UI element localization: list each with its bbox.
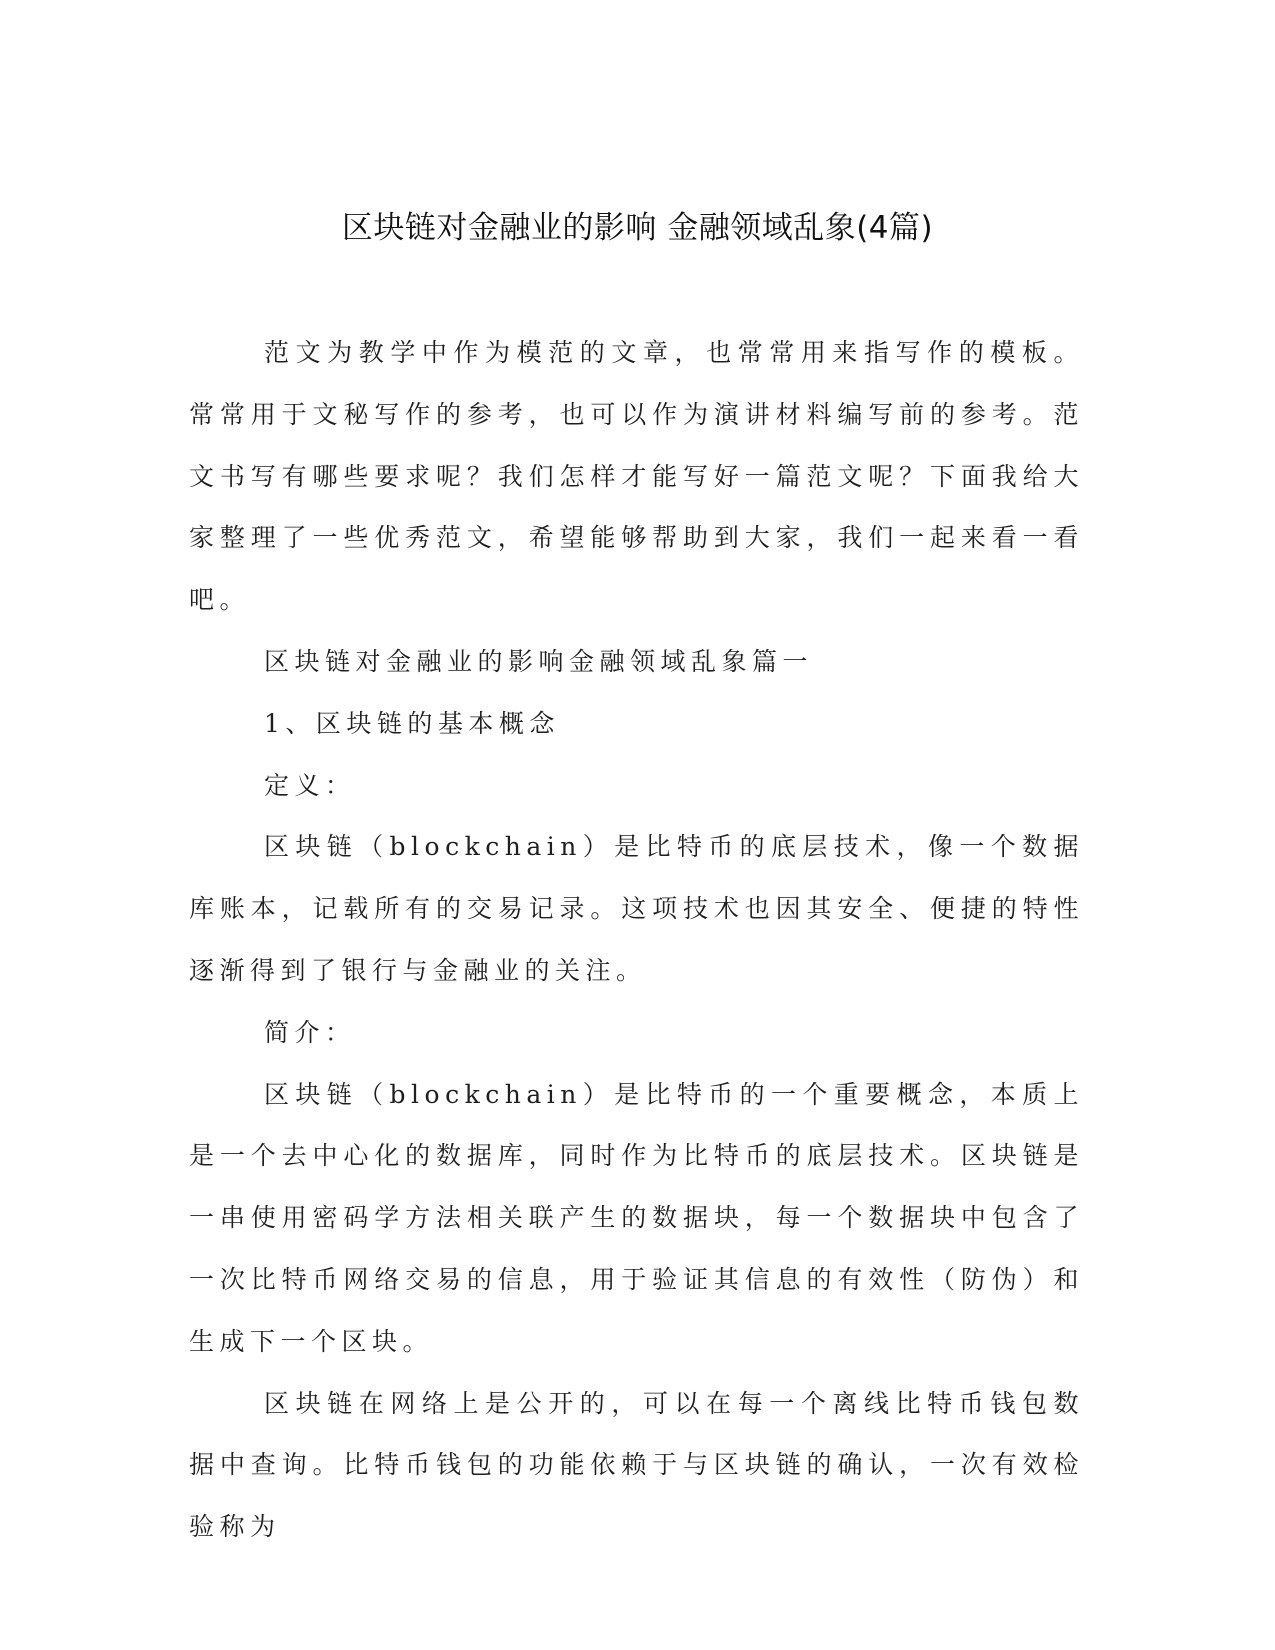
body-paragraph: 区块链在网络上是公开的，可以在每一个离线比特币钱包数据中查询。比特币钱包的功能依赖于与区块链的确认，一次有效检验称为 [189, 1388, 1084, 1542]
intro-paragraph: 范文为教学中作为模范的文章，也常常用来指写作的模板。常常用于文秘写作的参考，也可以作为演讲材料编写前的参考。范文书写有哪些要求呢？我们怎样才能写好一篇范文呢？下面我给大家整理了一些优秀范文，希望能够帮助到大家，我们一起来看一看吧。 [189, 338, 1084, 615]
definition-label: 定义： [264, 770, 356, 800]
section-heading: 区块链对金融业的影响金融领域乱象篇一 [264, 646, 814, 676]
definition-paragraph: 区块链（blockchain）是比特币的底层技术，像一个数据库账本，记载所有的交易记录。这项技术也因其安全、便捷的特性逐渐得到了银行与金融业的关注。 [189, 832, 1084, 985]
introduction-paragraph: 区块链（blockchain）是比特币的一个重要概念，本质上是一个去中心化的数据库，同时作为比特币的底层技术。区块链是一串使用密码学方法相关联产生的数据块，每一个数据块中包含了一次比特币网络交易的信息，用于验证其信息的有效性（防伪）和生成下一个区块。 [189, 1079, 1084, 1356]
intro-label: 简介： [264, 1017, 356, 1047]
document-title: 区块链对金融业的影响 金融领域乱象(4篇) [341, 210, 934, 246]
subsection-heading: 1、区块链的基本概念 [264, 708, 560, 738]
document-body [189, 322, 1084, 1558]
